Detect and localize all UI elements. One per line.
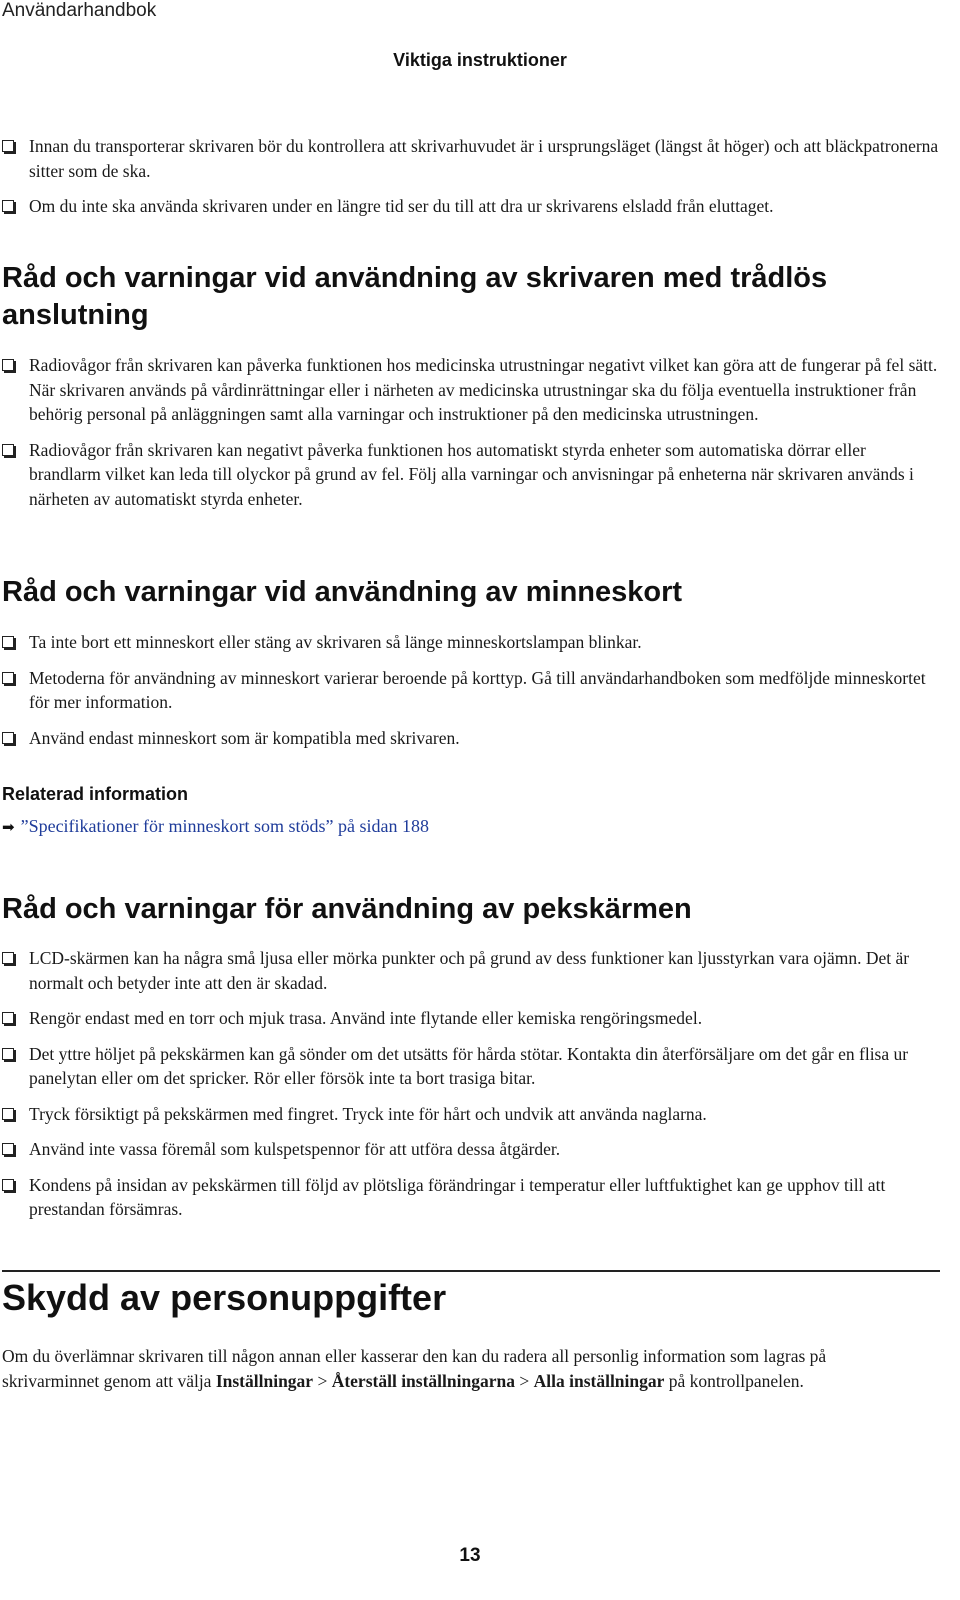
checkbox-bullet-icon	[2, 1108, 14, 1120]
page-number: 13	[459, 1545, 481, 1566]
section-divider	[2, 1270, 940, 1272]
privacy-paragraph	[2, 1344, 902, 1393]
manual-title: Användarhandbok	[2, 0, 157, 21]
checkbox-bullet-icon	[2, 672, 14, 684]
checkbox-bullet-icon	[2, 1048, 14, 1060]
menu-path-settings: Inställningar	[215, 1370, 314, 1391]
checkbox-bullet-icon	[2, 140, 14, 152]
list-item-text: Om du inte ska använda skrivaren under en längre tid ser du till att dra ur skrivarens elsladd från eluttaget.	[29, 196, 774, 216]
related-info-link[interactable]: ”Specifikationer för minneskort som stöds” på sidan 188	[20, 816, 429, 836]
list-item	[2, 194, 942, 219]
list-item-text: Kondens på insidan av pekskärmen till följd av plötsliga förändringar i temperatur eller luftfuktighet kan ge upphov till att prestandan försämras.	[29, 1174, 886, 1219]
list-item-text: Det yttre höljet på pekskärmen kan gå sönder om det utsätts för hårda stötar. Kontakta din återförsäljare om det går en flisa ur panelytan eller om det spricker. Rör eller försök inte ta bort trasiga bitar.	[29, 1043, 909, 1088]
list-item-text: Innan du transporterar skrivaren bör du kontrollera att skrivarhuvudet är i ursprungsläget (längst åt höger) och att bläckpatronerna sitter som de ska.	[29, 136, 939, 181]
list-item	[2, 1173, 942, 1222]
list-item	[2, 1006, 942, 1031]
list-item-text: LCD-skärmen kan ha några små ljusa eller mörka punkter och på grund av dess funktioner kan ljusstyrkan vara ojämn. Det är normalt och betyder inte att den är skadad.	[29, 948, 910, 993]
intro-list	[2, 134, 942, 230]
related-info-row	[2, 816, 942, 837]
list-item-text: Radiovågor från skrivaren kan negativt påverka funktionen hos automatiskt styrda enheter som automatiska dörrar eller brandlarm vilket kan leda till olyckor på grund av fel. Följ alla varningar och anvisningar på enheterna när skrivaren används i närheten av automatiskt styrda enheter.	[29, 439, 914, 509]
touchscreen-list	[2, 946, 942, 1233]
arrow-right-icon: ➡	[2, 818, 15, 836]
list-item-text: Använd inte vassa föremål som kulspetspennor för att utföra dessa åtgärder.	[29, 1139, 561, 1159]
checkbox-bullet-icon	[2, 444, 14, 456]
section-header: Viktiga instruktioner	[393, 50, 567, 70]
wireless-list	[2, 353, 942, 522]
touchscreen-heading: Råd och varningar för användning av pekskärmen	[2, 893, 692, 925]
checkbox-bullet-icon	[2, 952, 14, 964]
touchscreen-section	[2, 891, 942, 928]
checkbox-bullet-icon	[2, 732, 14, 744]
menu-path-restore-settings: Återställ inställningarna	[331, 1370, 515, 1391]
privacy-text-end: på kontrollpanelen.	[664, 1370, 804, 1391]
checkbox-bullet-icon	[2, 359, 14, 371]
list-item	[2, 946, 942, 995]
checkbox-bullet-icon	[2, 636, 14, 648]
list-item	[2, 438, 942, 512]
menu-path-separator: >	[313, 1370, 332, 1391]
list-item	[2, 134, 942, 183]
privacy-section	[2, 1276, 942, 1320]
list-item	[2, 726, 942, 751]
privacy-text-start: Om du överlämnar skrivaren till någon annan eller kasserar den kan du radera all personlig information som lagras på skrivarminnet genom att välja	[2, 1346, 827, 1391]
memory-section	[2, 574, 942, 611]
checkbox-bullet-icon	[2, 1012, 14, 1024]
wireless-heading: Råd och varningar vid användning av skrivaren med trådlös anslutning	[2, 262, 828, 331]
memory-heading: Råd och varningar vid användning av minneskort	[2, 576, 683, 608]
list-item-text: Radiovågor från skrivaren kan påverka funktionen hos medicinska utrustningar negativt vilket kan göra att de fungerar på fel sätt. När skrivaren används på vårdinrättningar eller i närheten av medicinska utrustningar ska du följa eventuella instruktioner från behörig personal på anläggningen samt alla varningar och instruktioner på den medicinska utrustningen.	[29, 355, 938, 424]
list-item-text: Rengör endast med en torr och mjuk trasa. Använd inte flytande eller kemiska rengöringsmedel.	[29, 1008, 703, 1028]
list-item	[2, 630, 942, 655]
list-item	[2, 666, 942, 715]
checkbox-bullet-icon	[2, 1143, 14, 1155]
list-item-text: Tryck försiktigt på pekskärmen med fingret. Tryck inte för hårt och undvik att använda naglarna.	[29, 1103, 707, 1124]
privacy-heading: Skydd av personuppgifter	[2, 1277, 447, 1318]
list-item	[2, 1102, 942, 1127]
memory-list	[2, 630, 942, 761]
checkbox-bullet-icon	[2, 1179, 14, 1191]
menu-path-all-settings: Alla inställningar	[533, 1370, 665, 1391]
related-info-title: Relaterad information	[2, 784, 189, 804]
list-item	[2, 353, 942, 427]
wireless-section	[2, 260, 942, 334]
list-item-text: Använd endast minneskort som är kompatibla med skrivaren.	[29, 727, 460, 748]
list-item	[2, 1137, 942, 1162]
list-item	[2, 1042, 942, 1091]
list-item-text: Metoderna för användning av minneskort varierar beroende på korttyp. Gå till användarhandboken som medföljde minneskortet för mer information.	[29, 667, 926, 712]
menu-path-separator: >	[514, 1370, 534, 1391]
list-item-text: Ta inte bort ett minneskort eller stäng av skrivaren så länge minneskortslampan blinkar.	[29, 632, 642, 652]
checkbox-bullet-icon	[2, 200, 14, 212]
